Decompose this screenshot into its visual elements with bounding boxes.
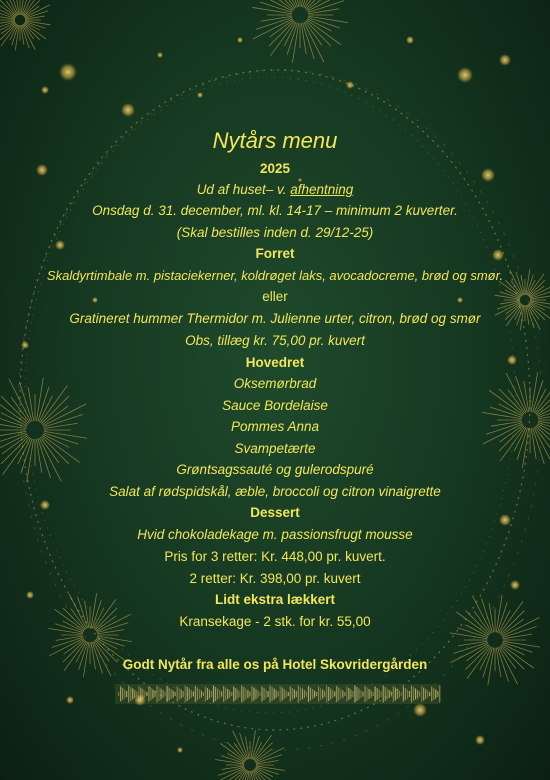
date-line: Onsdag d. 31. december, ml. kl. 14-17 – minimum 2 kuverter.: [92, 203, 458, 218]
hovedret-item: Oksemørbrad: [233, 376, 317, 391]
extra-heading: Lidt ekstra lækkert: [214, 592, 336, 607]
order-note: (Skal bestilles inden d. 29/12-25): [176, 225, 374, 240]
pickup-line: [0, 181, 550, 199]
dessert-heading: Dessert: [250, 505, 300, 520]
price-two-courses: 2 retter: Kr. 398,00 pr. kuvert: [189, 571, 361, 586]
price-three-courses: Pris for 3 retter: Kr. 448,00 pr. kuvert.: [164, 549, 386, 564]
hovedret-item: Svampetærte: [234, 441, 316, 456]
forret-heading: Forret: [255, 246, 295, 261]
forret-option: Skaldyrtimbale m. pistaciekerner, koldrøget laks, avocadocreme, brød og smør.: [46, 268, 504, 283]
pickup-prefix: Ud af huset– v.: [196, 182, 291, 197]
forret-option: Gratineret hummer Thermidor m. Julienne urter, citron, brød og smør: [69, 311, 481, 326]
hovedret-item: Pommes Anna: [230, 419, 320, 434]
extra-item: Kransekage - 2 stk. for kr. 55,00: [179, 614, 371, 629]
hovedret-heading: Hovedret: [245, 355, 305, 370]
hovedret-item: Salat af rødspidskål, æble, broccoli og citron vinaigrette: [109, 484, 441, 499]
menu-title: Nytårs menu: [212, 128, 338, 153]
menu-year: 2025: [259, 161, 291, 176]
dessert-item: Hvid chokoladekage m. passionsfrugt mousse: [137, 527, 413, 542]
pickup-link[interactable]: afhentning: [290, 182, 354, 197]
or-text: eller: [262, 289, 288, 304]
forret-surcharge: Obs, tillæg kr. 75,00 pr. kuvert: [185, 333, 365, 348]
hovedret-item: Sauce Bordelaise: [222, 398, 328, 413]
hovedret-item: Grøntsagssauté og gulerodspuré: [176, 462, 374, 477]
footer-greeting: Godt Nytår fra alle os på Hotel Skovridergården: [122, 657, 428, 672]
